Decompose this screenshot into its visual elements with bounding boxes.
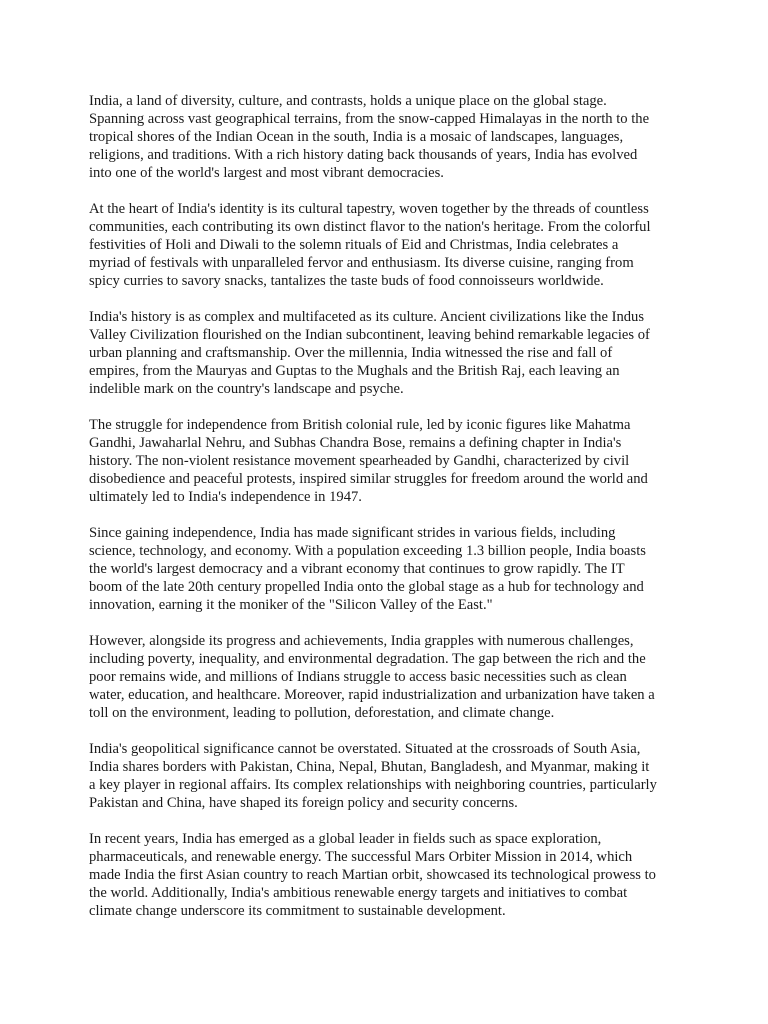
paragraph-culture — [89, 200, 689, 290]
text-line: However, alongside its progress and achievements, India grapples with numerous challenges, — [89, 633, 634, 649]
text-line: tropical shores of the Indian Ocean in the south, India is a mosaic of landscapes, languages, — [89, 129, 624, 145]
text-line: festivities of Holi and Diwali to the solemn rituals of Eid and Christmas, India celebrates a — [89, 237, 619, 253]
text-line: water, education, and healthcare. Moreover, rapid industrialization and urbanization have taken a — [89, 687, 655, 703]
text-line: innovation, earning it the moniker of the "Silicon Valley of the East." — [89, 597, 493, 613]
paragraph-history — [89, 308, 689, 398]
text-line: The struggle for independence from British colonial rule, led by iconic figures like Mahatma — [89, 417, 631, 433]
paragraph-geopolitics — [89, 740, 689, 812]
paragraph-challenges — [89, 632, 689, 722]
text-line: India shares borders with Pakistan, China, Nepal, Bhutan, Bangladesh, and Myanmar, making it — [89, 759, 650, 775]
text-line: the world. Additionally, India's ambitious renewable energy targets and initiatives to combat — [89, 885, 628, 901]
text-line: a key player in regional affairs. Its complex relationships with neighboring countries, particularly — [89, 777, 657, 793]
text-line: toll on the environment, leading to pollution, deforestation, and climate change. — [89, 705, 555, 721]
text-line: Since gaining independence, India has made significant strides in various fields, including — [89, 525, 616, 541]
paragraph-intro — [89, 92, 689, 182]
text-line: boom of the late 20th century propelled India onto the global stage as a hub for technology and — [89, 579, 644, 595]
text-line: India's geopolitical significance cannot be overstated. Situated at the crossroads of South Asia, — [89, 741, 641, 757]
text-line: At the heart of India's identity is its cultural tapestry, woven together by the threads of countless — [89, 201, 649, 217]
text-line: India, a land of diversity, culture, and contrasts, holds a unique place on the global stage. — [89, 93, 607, 109]
text-line: Gandhi, Jawaharlal Nehru, and Subhas Chandra Bose, remains a defining chapter in India's — [89, 435, 622, 451]
text-line: ultimately led to India's independence in 1947. — [89, 489, 362, 505]
text-line: myriad of festivals with unparalleled fervor and enthusiasm. Its diverse cuisine, ranging from — [89, 255, 634, 271]
text-line: religions, and traditions. With a rich history dating back thousands of years, India has evolved — [89, 147, 638, 163]
text-line: communities, each contributing its own distinct flavor to the nation's heritage. From the colorful — [89, 219, 651, 235]
text-line: poor remains wide, and millions of Indians struggle to access basic necessities such as clean — [89, 669, 627, 685]
document-page — [89, 92, 689, 938]
text-line: history. The non-violent resistance movement spearheaded by Gandhi, characterized by civil — [89, 453, 630, 469]
text-line: India's history is as complex and multifaceted as its culture. Ancient civilizations like the Indus — [89, 309, 645, 325]
text-line: Valley Civilization flourished on the Indian subcontinent, leaving behind remarkable legacies of — [89, 327, 650, 343]
text-line: made India the first Asian country to reach Martian orbit, showcased its technological prowess to — [89, 867, 656, 883]
paragraph-progress — [89, 524, 689, 614]
text-line: spicy curries to savory snacks, tantalizes the taste buds of food connoisseurs worldwide. — [89, 273, 604, 289]
paragraph-independence — [89, 416, 689, 506]
paragraph-recent — [89, 830, 689, 920]
text-line: pharmaceuticals, and renewable energy. The successful Mars Orbiter Mission in 2014, which — [89, 849, 633, 865]
text-line: disobedience and peaceful protests, inspired similar struggles for freedom around the world and — [89, 471, 648, 487]
text-line: indelible mark on the country's landscape and psyche. — [89, 381, 404, 397]
text-line: into one of the world's largest and most vibrant democracies. — [89, 165, 444, 181]
text-line: Pakistan and China, have shaped its foreign policy and security concerns. — [89, 795, 518, 811]
text-line: climate change underscore its commitment to sustainable development. — [89, 903, 506, 919]
text-line: the world's largest democracy and a vibrant economy that continues to grow rapidly. The IT — [89, 561, 625, 577]
text-line: including poverty, inequality, and environmental degradation. The gap between the rich and the — [89, 651, 646, 667]
text-line: Spanning across vast geographical terrains, from the snow-capped Himalayas in the north to the — [89, 111, 650, 127]
text-line: In recent years, India has emerged as a global leader in fields such as space exploration, — [89, 831, 602, 847]
text-line: empires, from the Mauryas and Guptas to the Mughals and the British Raj, each leaving an — [89, 363, 620, 379]
text-line: urban planning and craftsmanship. Over the millennia, India witnessed the rise and fall of — [89, 345, 613, 361]
text-line: science, technology, and economy. With a population exceeding 1.3 billion people, India boasts — [89, 543, 646, 559]
